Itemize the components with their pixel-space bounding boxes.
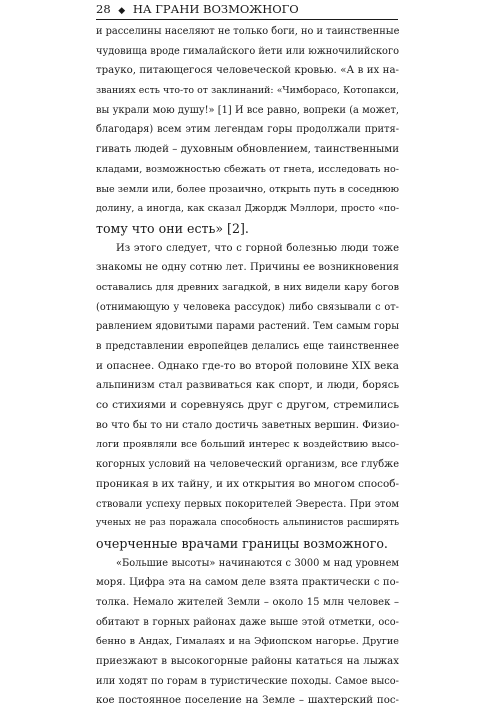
text-line: гивать людей – духовным обновлением, таинственными [96, 144, 399, 156]
text-line: трауко, питающегося человеческой кровью. «А в их на- [96, 65, 399, 77]
text-line: долину, а иногда, как сказал Джордж Мэллори, просто «по- [96, 203, 399, 215]
text-line: бенно в Андах, Гималаях и на Эфиопском нагорье. Другие [96, 636, 399, 648]
text-line: вы украли мою душу!» [1] И все равно, вопреки (а может, [96, 104, 399, 116]
text-line: «Большие высоты» начинаются с 3000 м над уровнем [116, 557, 399, 569]
text-line: званиях есть что-то от заклинаний: «Чимборасо, Котопакси, [96, 85, 399, 97]
text-line: обитают в горных районах даже выше этой отметки, осо- [96, 616, 399, 628]
text-line: кое постоянное поселение на Земле – шахтерский пос- [96, 695, 399, 707]
text-line: проникая в их тайну, и их открытия во многом способ- [96, 477, 399, 490]
text-line: альпинизм стал развиваться как спорт, и люди, борясь [96, 380, 399, 392]
header-rule [96, 19, 398, 20]
text-line: во что бы то ни стало достичь заветных вершин. Физио- [96, 419, 400, 431]
text-line: Из этого следует, что с горной болезнью люди тоже [116, 242, 399, 254]
text-line: равлением ядовитыми парами растений. Тем самым горы [96, 321, 399, 333]
text-line: логи проявляли все больший интерес к воздействию высо- [96, 439, 399, 451]
diamond-separator-icon: ◆ [118, 6, 126, 16]
text-line: (отнимающую у человека рассудок) либо связывали с от- [96, 301, 399, 313]
text-line: моря. Цифра эта на самом деле взята практически с по- [96, 577, 399, 589]
running-title: НА ГРАНИ ВОЗМОЖНОГО [132, 2, 299, 16]
text-line: тому что они есть» [2]. [96, 220, 249, 236]
text-line: кладами, возможностью сбежать от гнета, исследовать но- [96, 163, 399, 175]
text-line: приезжают в высокогорные районы кататься на лыжах [96, 656, 399, 667]
text-line: когорных условий на человеческий организм, все глубже [96, 459, 399, 471]
text-line: ученых не раз поражала способность альпинистов расширять [96, 518, 399, 529]
text-line: оставались для древних загадкой, в них видели кару богов [96, 281, 399, 293]
text-line: очерченные врачами границы возможного. [96, 535, 388, 551]
text-line: и расселины населяют не только боги, но и таинственные [96, 26, 400, 37]
text-line: со стихиями и соревнуясь друг с другом, стремились [96, 399, 399, 412]
text-line: благодаря) всем этим легендам горы продолжали притя- [96, 124, 399, 136]
text-line: в представлении европейцев делались еще таинственнее [96, 341, 399, 352]
text-line: или ходят по горам в туристические походы. Самое высо- [96, 675, 399, 687]
text-line: и опаснее. Однако где-то во второй половине XIX века [96, 359, 399, 372]
text-line: ствовали успеху первых покорителей Эвереста. При этом [96, 498, 399, 510]
running-header [96, 2, 299, 18]
page-number: 28 [96, 2, 111, 16]
text-line: толка. Немало жителей Земли – около 15 млн человек – [96, 596, 399, 608]
body-text [96, 22, 399, 711]
text-line: вые земли или, более прозаично, открыть путь в соседнюю [96, 183, 399, 195]
text-line: чудовища вроде гималайского йети или южночилийского [96, 45, 399, 57]
text-line: знакомы не одну сотню лет. Причины ее возникновения [96, 262, 399, 274]
